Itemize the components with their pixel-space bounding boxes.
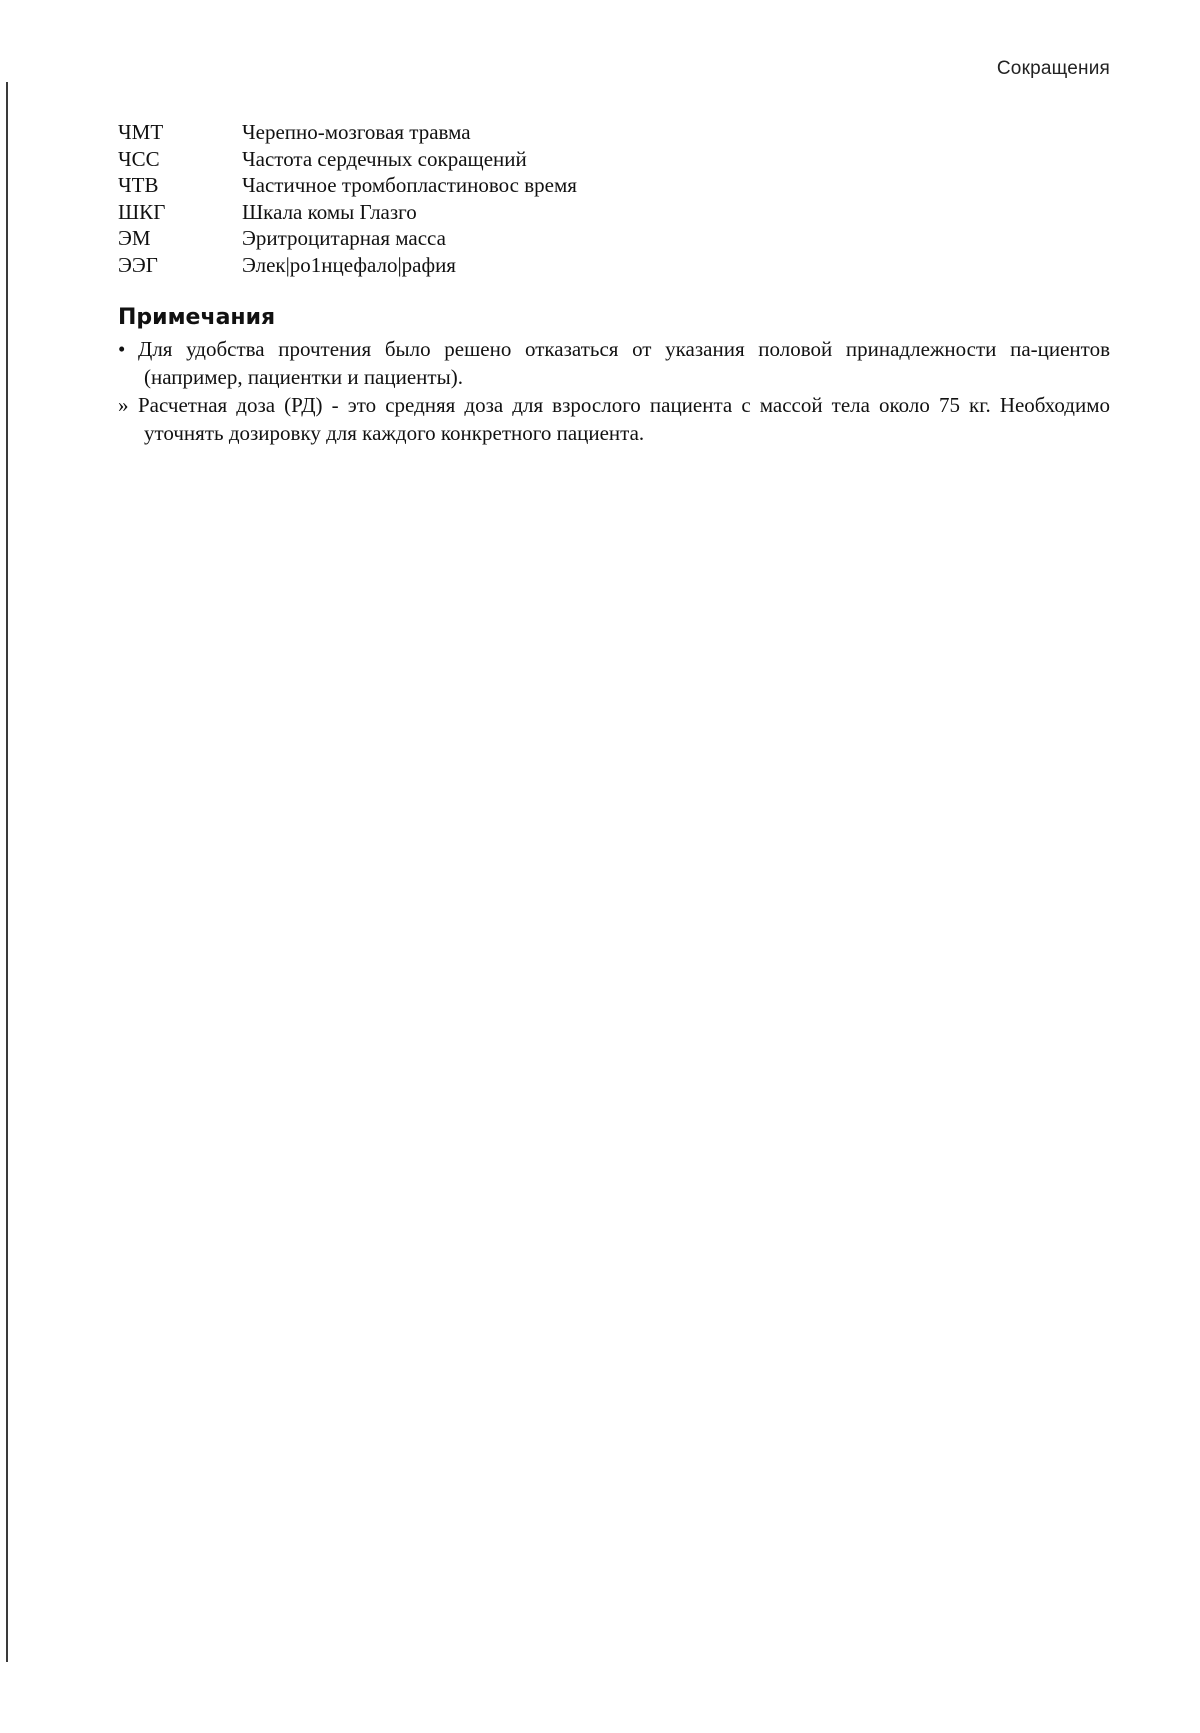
bullet-marker: • <box>118 337 126 361</box>
abbreviation-row <box>118 225 1018 252</box>
note-item <box>118 336 1110 391</box>
notes-section <box>118 303 1110 448</box>
abbreviation-term: ЧТВ <box>118 173 159 198</box>
abbreviation-definition: Частота сердечных сокращений <box>242 146 527 171</box>
abbreviation-definition: Элек|ро1нцефало|рафия <box>242 252 456 277</box>
abbreviation-term: ЧСС <box>118 146 160 171</box>
bullet-marker: » <box>118 393 129 417</box>
abbreviation-definition: Эритроцитарная масса <box>242 226 446 251</box>
abbreviation-list <box>118 119 1018 279</box>
abbreviation-term: ЭЭГ <box>118 252 158 277</box>
abbreviation-definition: Частичное тромбопластиновос время <box>242 173 577 198</box>
left-margin-rule <box>6 82 8 1662</box>
abbreviation-term: ЭМ <box>118 226 151 251</box>
abbreviation-row <box>118 252 1018 279</box>
abbreviation-definition: Черепно-мозговая травма <box>242 120 471 144</box>
abbreviation-row <box>118 172 1018 199</box>
note-text: Расчетная доза (РД) - это средняя доза для взрослого пациента с массой тела около 75 кг. Необходимо уточнять дозировку для каждого конкретного пациента. <box>138 393 1110 445</box>
abbreviation-row <box>118 199 1018 226</box>
abbreviation-row <box>118 119 1018 146</box>
abbreviation-term: ЧМТ <box>118 120 164 144</box>
running-header: Сокращения <box>996 58 1110 79</box>
note-text: Для удобства прочтения было решено отказаться от указания половой принадлежности па-циентов (например, пациентки и пациенты). <box>138 337 1110 389</box>
abbreviation-row <box>118 146 1018 173</box>
abbreviation-term: ШКГ <box>118 199 166 224</box>
abbreviation-definition: Шкала комы Глазго <box>242 199 417 224</box>
notes-heading: Примечания <box>118 305 276 330</box>
note-item <box>118 392 1110 447</box>
